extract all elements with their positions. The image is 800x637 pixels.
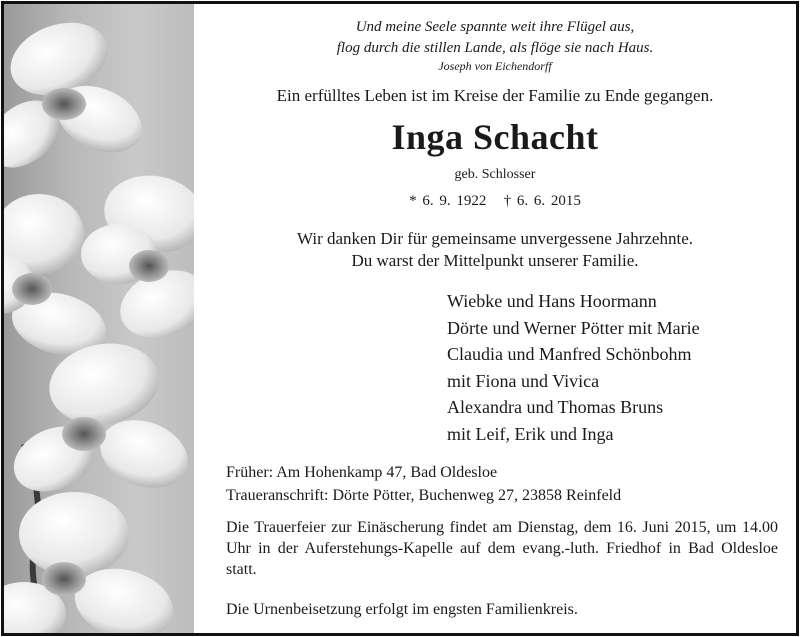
ceremony-info: Die Trauerfeier zur Einäscherung findet am Dienstag, dem 16. Juni 2015, um 14.00 Uhr in der Auferstehungs-Kapelle auf dem evang.-luth. Friedhof in Bad Oldesloe statt. xyxy=(226,519,778,578)
orchid-illustration xyxy=(4,4,194,633)
mourners-list xyxy=(447,288,700,447)
obituary-text xyxy=(194,4,796,633)
urn-burial-info: Die Urnenbeisetzung erfolgt im engsten Familienkreis. xyxy=(226,601,578,618)
mourner-line: Alexandra und Thomas Bruns xyxy=(447,397,664,417)
mourning-address: Traueranschrift: Dörte Pötter, Buchenweg 27, 23858 Reinfeld xyxy=(226,487,622,504)
life-dates xyxy=(194,193,796,210)
mourner-line: Dörte und Werner Pötter mit Marie xyxy=(447,317,700,338)
deceased-name: Inga Schacht xyxy=(391,117,599,157)
thanks-line: Wir danken Dir für gemeinsame unvergessene Jahrzehnte. xyxy=(297,229,693,248)
mourner-line: mit Fiona und Vivica xyxy=(447,370,600,391)
former-address: Früher: Am Hohenkamp 47, Bad Oldesloe xyxy=(226,464,498,481)
mourner-line: Claudia und Manfred Schönbohm xyxy=(447,344,692,364)
obituary-notice xyxy=(1,1,799,636)
birth-name: geb. Schlosser xyxy=(454,167,536,182)
thanks-text xyxy=(194,228,796,272)
poem xyxy=(194,17,796,59)
intro-text: Ein erfülltes Leben ist im Kreise der Familie zu Ende gegangen. xyxy=(276,86,714,105)
thanks-line: Du warst der Mittelpunkt unserer Familie. xyxy=(351,251,639,270)
mourner-line: Wiebke und Hans Hoormann xyxy=(447,291,657,311)
poem-line: flog durch die stillen Lande, als flöge sie nach Haus. xyxy=(336,40,654,56)
mourner-line: mit Leif, Erik und Inga xyxy=(447,423,614,444)
orchid-image xyxy=(4,4,194,633)
poem-line: Und meine Seele spannte weit ihre Flügel aus, xyxy=(355,19,635,35)
poem-author: Joseph von Eichendorff xyxy=(438,59,552,73)
life-dates-text: * 6. 9. 1922 † 6. 6. 2015 xyxy=(409,193,581,209)
